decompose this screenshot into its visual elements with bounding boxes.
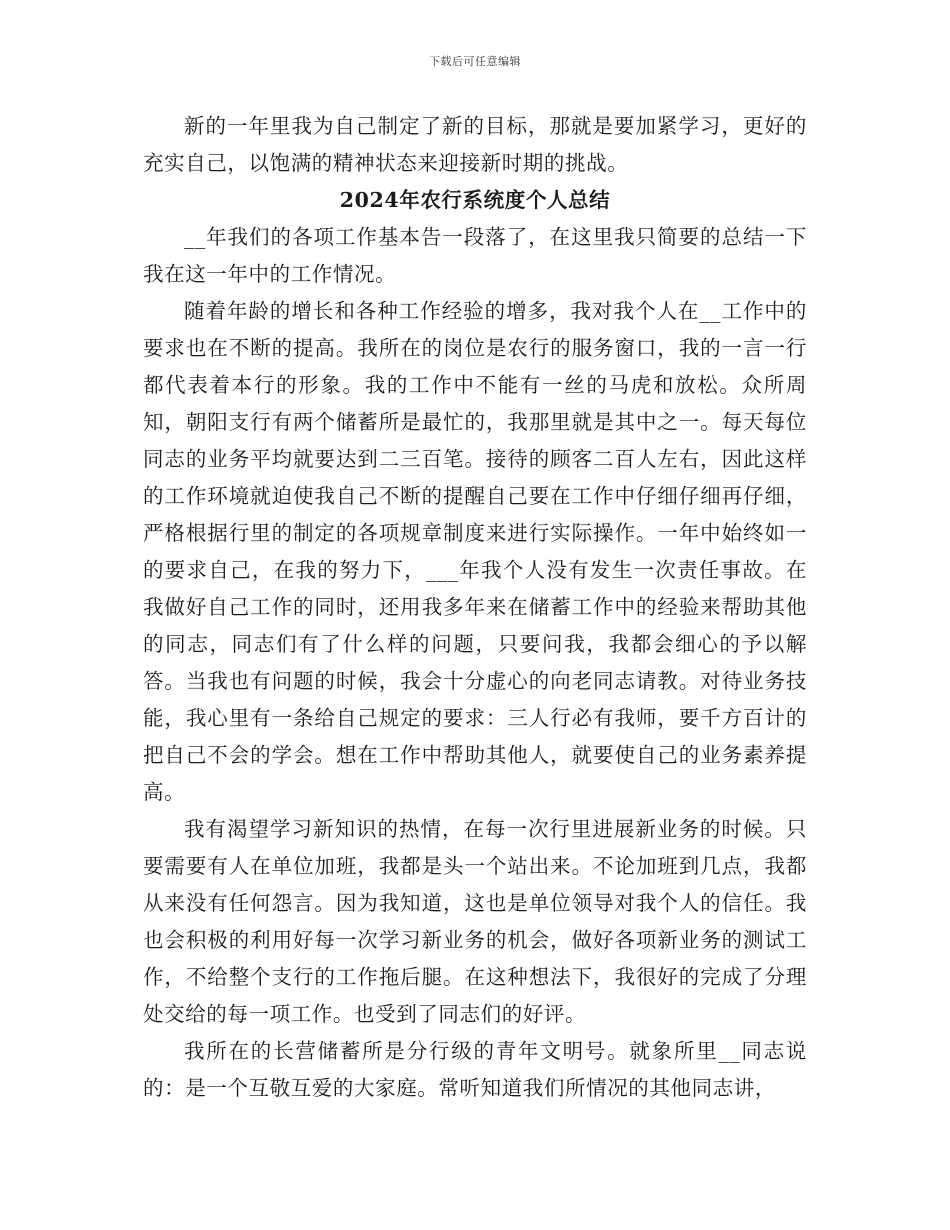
document-title: 2024年农行系统度个人总结 [339,188,611,212]
paragraph-4: 我所在的长营储蓄所是分行级的青年文明号。就象所里__同志说的：是一个互敬互爱的大家庭。常听知道我们所情况的其他同志讲， [143,1039,807,1100]
paragraph-3: 我有渴望学习新知识的热情，在每一次行里进展新业务的时候。只要需要有人在单位加班，我都是头一个站出来。不论加班到几点，我都从来没有任何怨言。因为我知道，这也是单位领导对我个人的信任。我也会积极的利用好每一次学习新业务的机会，做好各项新业务的测试工作，不给整个支行的工作拖后腿。在这种想法下，我很好的完成了分理处交给的每一项工作。也受到了同志们的好评。 [143,817,807,1026]
header-note: 下载后可任意编辑 [429,55,521,68]
document-body [143,108,807,1107]
paragraph-2: 随着年龄的增长和各种工作经验的增多，我对我个人在__工作中的要求也在不断的提高。我所在的岗位是农行的服务窗口，我的一言一行都代表着本行的形象。我的工作中不能有一丝的马虎和放松。众所周知，朝阳支行有两个储蓄所是最忙的，我那里就是其中之一。每天每位同志的业务平均就要达到二三百笔。接待的顾客二百人左右，因此这样的工作环境就迫使我自己不断的提醒自己要在工作中仔细仔细再仔细，严格根据行里的制定的各项规章制度来进行实际操作。一年中始终如一的要求自己，在我的努力下，___年我个人没有发生一次责任事故。在我做好自己工作的同时，还用我多年来在储蓄工作中的经验来帮助其他的同志，同志们有了什么样的问题，只要问我，我都会细心的予以解答。当我也有问题的时候，我会十分虚心的向老同志请教。对待业务技能，我心里有一条给自己规定的要求：三人行必有我师，要千方百计的把自己不会的学会。想在工作中帮助其他人，就要使自己的业务素养提高。 [143,299,807,804]
intro-paragraph: 新的一年里我为自己制定了新的目标，那就是要加紧学习，更好的充实自己，以饱满的精神状态来迎接新时期的挑战。 [143,114,807,175]
paragraph-1: __年我们的各项工作基本告一段落了，在这里我只简要的总结一下我在这一年中的工作情况。 [143,225,807,286]
